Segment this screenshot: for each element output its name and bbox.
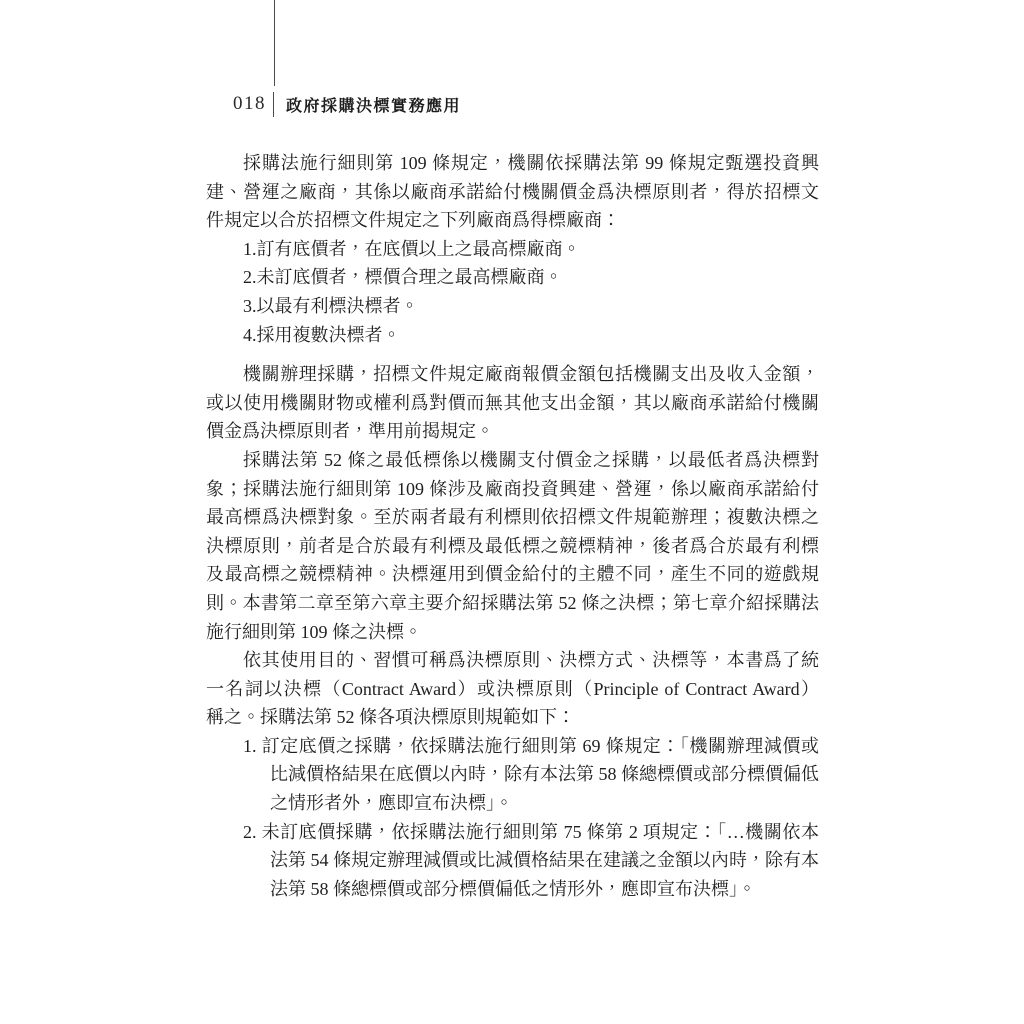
text-line: 2. 未訂底價採購，依採購法施行細則第 75 條第 2 項規定：「…機關依本	[243, 821, 819, 842]
text-line: 機關辦理採購，招標文件規定廠商報價金額包括機關支出及收入金額，	[243, 364, 819, 385]
text-line: 價金爲決標原則者，準用前揭規定。	[206, 421, 494, 442]
text-line: 法第 58 條總標價或部分標價偏低之情形外，應即宣布決標」。	[270, 878, 756, 899]
book-title: 政府採購決標實務應用	[286, 97, 462, 115]
text-line: 及最高標之競標精神。決標運用到價金給付的主體不同，產生不同的遊戲規	[206, 564, 819, 585]
numbered-list-award-principles	[206, 732, 819, 904]
text-line: 4.採用複數決標者。	[243, 324, 401, 345]
text-line: 1.訂有底價者，在底價以上之最高標廠商。	[243, 238, 581, 259]
text-line: 或以使用機關財物或權利爲對價而無其他支出金額，其以廠商承諾給付機關	[206, 392, 819, 413]
paragraph-terminology	[206, 646, 819, 732]
text-line: 比減價格結果在底價以內時，除有本法第 58 條總標價或部分標價偏低	[270, 764, 819, 785]
text-line: 採購法第 52 條之最低標係以機關支付價金之採購，以最低者爲決標對	[243, 449, 819, 470]
text-line: 件規定以合於招標文件規定之下列廠商爲得標廠商：	[206, 210, 620, 231]
paragraph-agency-procurement	[206, 360, 819, 446]
text-line: 採購法施行細則第 109 條規定，機關依採購法第 99 條規定甄選投資興	[243, 153, 819, 173]
paragraph-article-52-comparison	[206, 446, 819, 646]
page-body	[206, 149, 819, 903]
text-line: 象；採購法施行細則第 109 條涉及廠商投資興建、營運，係以廠商承諾給付	[206, 478, 819, 499]
running-header	[233, 90, 461, 118]
paragraph-intro-109	[206, 149, 819, 235]
text-line: 1. 訂定底價之採購，依採購法施行細則第 69 條規定：「機關辦理減價或	[243, 735, 819, 756]
text-line: 最高標爲決標對象。至於兩者最有利標則依招標文件規範辦理；複數決標之	[206, 507, 819, 528]
text-line: 決標原則，前者是合於最有利標及最低標之競標精神，後者爲合於最有利標	[206, 535, 819, 556]
header-vertical-rule	[274, 0, 275, 86]
text-line: 稱之。採購法第 52 條各項決標原則規範如下：	[206, 707, 575, 728]
page-number: 018	[233, 93, 266, 114]
text-line: 法第 54 條規定辦理減價或比減價格結果在建議之金額以內時，除有本	[270, 850, 819, 871]
text-line: 之情形者外，應即宣布決標」。	[270, 793, 513, 814]
text-line: 建、營運之廠商，其係以廠商承諾給付機關價金爲決標原則者，得於招標文	[206, 181, 819, 202]
text-line: 3.以最有利標決標者。	[243, 295, 419, 316]
text-line: 施行細則第 109 條之決標。	[206, 621, 422, 642]
text-line: 依其使用目的、習慣可稱爲決標原則、決標方式、決標等，本書爲了統	[243, 650, 819, 671]
text-line: 則。本書第二章至第六章主要介紹採購法第 52 條之決標；第七章介紹採購法	[206, 592, 819, 613]
text-line: 一名詞以決標（Contract Award）或決標原則（Principle of Contract Award）	[206, 678, 819, 699]
numbered-list-award-winners	[206, 235, 819, 349]
text-line: 2.未訂底價者，標價合理之最高標廠商。	[243, 267, 563, 288]
header-divider-rule	[273, 92, 274, 117]
